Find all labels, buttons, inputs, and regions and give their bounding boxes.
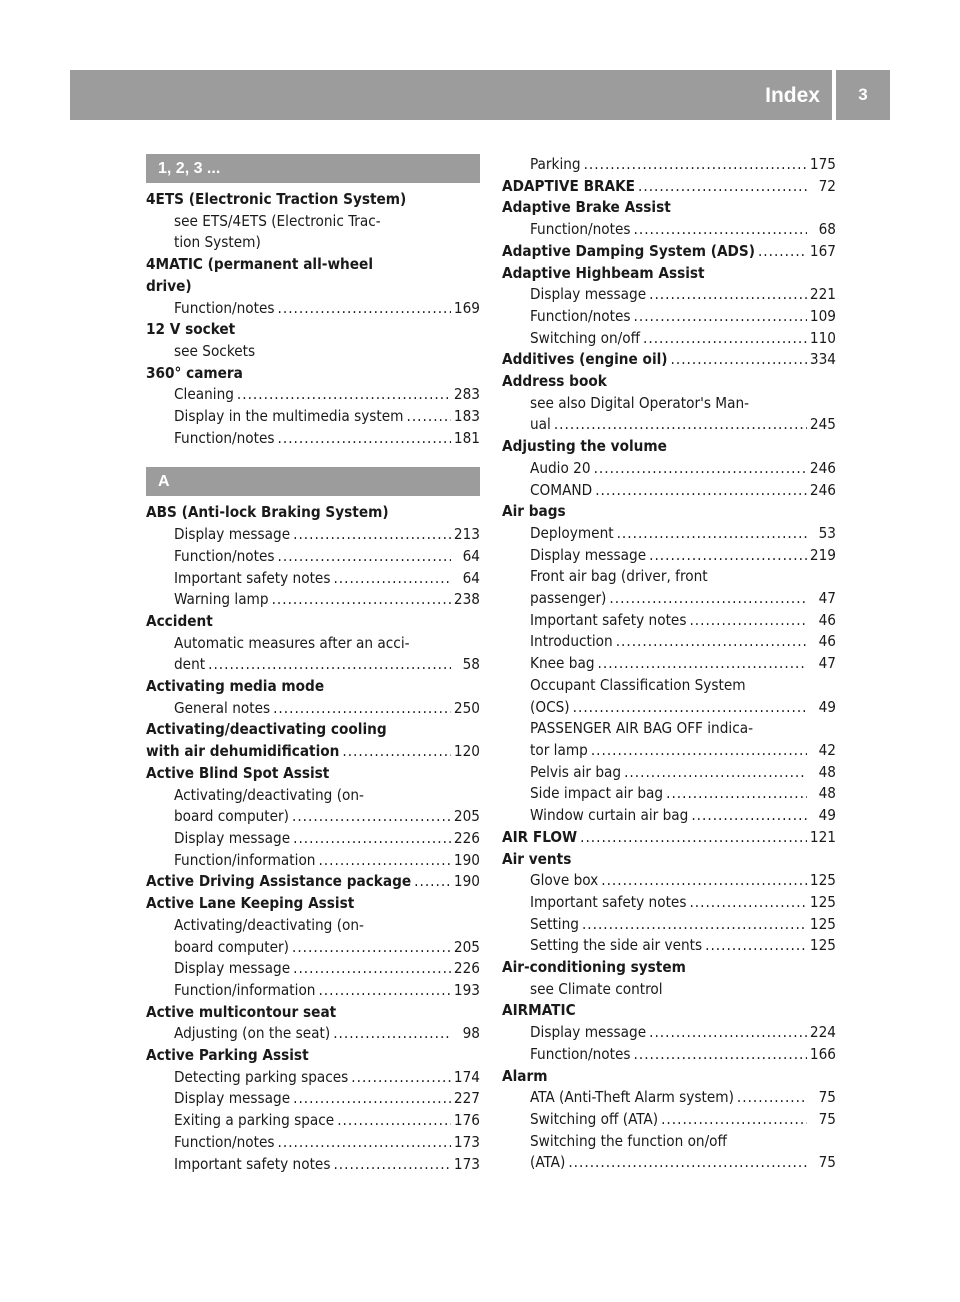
index-column-left: [146, 154, 480, 1175]
page-ref[interactable]: 46: [818, 632, 836, 651]
page-ref[interactable]: 205: [453, 807, 480, 826]
index-entry: [502, 371, 836, 393]
dot-leader: [333, 1023, 451, 1045]
section-heading: A: [146, 467, 480, 496]
page-ref[interactable]: 48: [818, 762, 836, 781]
entry-text: Active Blind Spot Assist: [146, 763, 330, 782]
dot-leader: [598, 653, 807, 675]
dot-leader: [272, 589, 451, 611]
index-subentry[interactable]: [502, 892, 836, 914]
index-subentry[interactable]: [502, 653, 836, 675]
page-ref[interactable]: 125: [809, 914, 836, 933]
index-column-right: [502, 154, 836, 1174]
entry-text: Active Parking Assist: [146, 1046, 309, 1065]
index-subentry[interactable]: [502, 458, 836, 480]
index-subentry: [502, 979, 836, 1001]
entry-text: 4MATIC (permanent all-wheel: [146, 255, 374, 274]
page-ref[interactable]: 246: [809, 480, 836, 499]
dot-leader: [278, 1132, 451, 1154]
entry-text: Display message: [530, 545, 647, 564]
page-ref[interactable]: 175: [809, 155, 836, 173]
page-ref[interactable]: 64: [462, 568, 480, 587]
page-ref[interactable]: 42: [818, 740, 836, 759]
index-subentry[interactable]: [502, 675, 836, 718]
dot-leader: [594, 458, 807, 480]
index-subentry[interactable]: [146, 850, 480, 872]
dot-leader: [293, 958, 451, 980]
index-subentry[interactable]: [146, 1023, 480, 1045]
entry-text: 360° camera: [146, 363, 243, 382]
dot-leader: [634, 219, 807, 241]
entry-text: Display message: [530, 285, 647, 304]
entry-text: ual: [530, 415, 551, 434]
dot-leader: [318, 850, 450, 872]
dot-leader: [273, 698, 451, 720]
page-ref[interactable]: 190: [453, 872, 480, 891]
dot-leader: [634, 1044, 807, 1066]
index-subentry[interactable]: [146, 298, 480, 320]
dot-leader: [595, 480, 807, 502]
entry-text: 4ETS (Electronic Traction System): [146, 190, 407, 208]
entry-text: Display message: [174, 525, 291, 544]
dot-leader: [554, 414, 807, 436]
index-entry: [146, 254, 480, 297]
index-subentry[interactable]: [502, 393, 836, 436]
page-ref[interactable]: 49: [818, 806, 836, 825]
entry-text: see also Digital Operator's Man-: [530, 393, 750, 412]
dot-leader: [634, 306, 807, 328]
entry-text: Display message: [174, 828, 291, 847]
entry-text: Function/notes: [174, 428, 275, 447]
index-subentry[interactable]: [146, 1154, 480, 1176]
index-subentry[interactable]: [146, 828, 480, 850]
index-subentry[interactable]: [146, 1132, 480, 1154]
index-entry[interactable]: [502, 241, 836, 263]
page-ref[interactable]: 238: [453, 590, 480, 609]
entry-text: ATA (Anti-Theft Alarm system): [530, 1088, 734, 1107]
page-ref[interactable]: 227: [453, 1089, 480, 1108]
entry-text: Function/information: [174, 980, 316, 999]
index-subentry[interactable]: [502, 870, 836, 892]
entry-text: Adaptive Damping System (ADS): [502, 241, 755, 260]
entry-text: PASSENGER AIR BAG OFF indica-: [530, 719, 754, 738]
index-subentry[interactable]: [502, 306, 836, 328]
entry-text: see Climate control: [530, 979, 663, 998]
index-entry[interactable]: [146, 871, 480, 893]
entry-text: Deployment: [530, 523, 614, 542]
entry-text: Function/notes: [530, 306, 631, 325]
index-entry: [146, 1045, 480, 1067]
index-entry: [146, 1002, 480, 1024]
entry-text: Pelvis air bag: [530, 762, 622, 781]
index-entry: [502, 957, 836, 979]
dot-leader: [609, 588, 807, 610]
index-entry: [146, 319, 480, 341]
index-subentry[interactable]: [502, 219, 836, 241]
dot-leader: [293, 1088, 451, 1110]
dot-leader: [351, 1067, 451, 1089]
entry-text: Additives (engine oil): [502, 350, 668, 369]
entry-text: board computer): [174, 937, 289, 956]
entry-text: Function/information: [174, 850, 316, 869]
entry-text: COMAND: [530, 480, 593, 499]
dot-leader: [617, 523, 807, 545]
index-subentry[interactable]: [502, 631, 836, 653]
dot-leader: [278, 546, 451, 568]
dot-leader: [342, 741, 451, 763]
entry-text: Automatic measures after an acci-: [174, 633, 410, 652]
index-subentry[interactable]: [502, 1131, 836, 1174]
page-ref[interactable]: 246: [809, 458, 836, 477]
index-entry[interactable]: [502, 176, 836, 198]
index-subentry[interactable]: [146, 406, 480, 428]
page-ref[interactable]: 46: [818, 610, 836, 629]
dot-leader: [337, 1110, 451, 1132]
dot-leader: [758, 241, 807, 263]
index-entry: [146, 611, 480, 633]
entry-text: drive): [146, 276, 192, 295]
index-subentry[interactable]: [146, 1110, 480, 1132]
entry-text: Display in the multimedia system: [174, 407, 404, 426]
entry-text: Knee bag: [530, 654, 595, 673]
entry-text: Air vents: [502, 849, 572, 868]
page-ref[interactable]: 226: [453, 828, 480, 847]
entry-text: Activating/deactivating (on-: [174, 915, 364, 934]
entry-text: General notes: [174, 698, 271, 717]
index-entry: [502, 1000, 836, 1022]
entry-text: Active Driving Assistance package: [146, 872, 412, 891]
page-ref[interactable]: 110: [809, 328, 836, 347]
page-ref[interactable]: 47: [818, 654, 836, 673]
index-subentry[interactable]: [146, 589, 480, 611]
page-ref[interactable]: 219: [809, 545, 836, 564]
entry-text: passenger): [530, 589, 607, 608]
page-ref[interactable]: 173: [453, 1132, 480, 1151]
dot-leader: [580, 827, 807, 849]
index-subentry[interactable]: [146, 384, 480, 406]
page-ref[interactable]: 75: [818, 1109, 836, 1128]
page-ref[interactable]: 125: [809, 936, 836, 955]
entry-text: Address book: [502, 372, 607, 391]
entry-text: Switching the function on/off: [530, 1131, 727, 1150]
index-subentry[interactable]: [502, 762, 836, 784]
section-heading: 1, 2, 3 ...: [146, 154, 480, 183]
entry-text: Audio 20: [530, 458, 591, 477]
entry-text: Parking: [530, 155, 581, 173]
index-entry: [146, 363, 480, 385]
dot-leader: [649, 1022, 807, 1044]
dot-leader: [671, 349, 807, 371]
page-ref[interactable]: 190: [453, 850, 480, 869]
entry-text: Display message: [174, 959, 291, 978]
entry-text: AIR FLOW: [502, 827, 578, 846]
page-ref[interactable]: 334: [809, 350, 836, 369]
index-entry[interactable]: [502, 827, 836, 849]
dot-leader: [649, 545, 807, 567]
entry-text: Function/notes: [530, 220, 631, 239]
page-ref[interactable]: 75: [818, 1088, 836, 1107]
dot-leader: [666, 783, 807, 805]
page-ref[interactable]: 121: [809, 827, 836, 846]
entry-text: Adjusting (on the seat): [174, 1024, 331, 1043]
entry-text: Important safety notes: [530, 610, 687, 629]
dot-leader: [689, 892, 806, 914]
index-entry: [146, 893, 480, 915]
dot-leader: [649, 284, 807, 306]
dot-leader: [638, 176, 807, 198]
dot-leader: [601, 870, 807, 892]
entry-text: see Sockets: [174, 341, 256, 360]
entry-text: tor lamp: [530, 740, 588, 759]
entry-text: Adaptive Highbeam Assist: [502, 263, 705, 282]
index-entry: [146, 502, 480, 524]
dot-leader: [407, 406, 451, 428]
index-subentry[interactable]: [502, 480, 836, 502]
page-ref[interactable]: 174: [453, 1067, 480, 1086]
page-ref[interactable]: 193: [453, 980, 480, 999]
page-ref[interactable]: 72: [818, 176, 836, 195]
index-subentry[interactable]: [502, 783, 836, 805]
entry-text: Side impact air bag: [530, 784, 664, 803]
entry-text: Function/notes: [174, 546, 275, 565]
header-title: Index: [765, 84, 820, 107]
page-ref[interactable]: 221: [809, 285, 836, 304]
dot-leader: [616, 631, 807, 653]
index-entry: [502, 263, 836, 285]
index-subentry[interactable]: [502, 1022, 836, 1044]
index-entry[interactable]: [146, 719, 480, 762]
entry-text: Detecting parking spaces: [174, 1067, 349, 1086]
dot-leader: [584, 154, 807, 176]
dot-leader: [643, 328, 807, 350]
index-subentry[interactable]: [146, 546, 480, 568]
index-subentry[interactable]: [502, 805, 836, 827]
entry-text: Setting: [530, 914, 579, 933]
dot-leader: [278, 428, 451, 450]
section-gap: [146, 449, 480, 467]
entry-text: 12 V socket: [146, 320, 236, 339]
page-ref[interactable]: 120: [453, 742, 480, 761]
entry-text: ABS (Anti-lock Braking System): [146, 503, 389, 522]
dot-leader: [318, 980, 450, 1002]
page-ref[interactable]: 53: [818, 523, 836, 542]
index-entry: [502, 436, 836, 458]
dot-leader: [237, 384, 451, 406]
entry-text: Window curtain air bag: [530, 806, 689, 825]
dot-leader: [573, 697, 807, 719]
page-ref[interactable]: 47: [818, 589, 836, 608]
index-subentry[interactable]: [146, 1088, 480, 1110]
entry-text: AIRMATIC: [502, 1001, 576, 1020]
entry-text: Important safety notes: [174, 1154, 331, 1173]
page-ref[interactable]: 49: [818, 697, 836, 716]
entry-text: Active multicontour seat: [146, 1002, 337, 1021]
index-subentry[interactable]: [502, 523, 836, 545]
entry-text: Warning lamp: [174, 590, 269, 609]
page-ref[interactable]: 167: [809, 241, 836, 260]
page-ref[interactable]: 224: [809, 1023, 836, 1042]
page-ref[interactable]: 245: [809, 415, 836, 434]
index-subentry[interactable]: [146, 568, 480, 590]
dot-leader: [661, 1109, 807, 1131]
entry-text: Function/notes: [174, 298, 275, 317]
dot-leader: [624, 762, 807, 784]
entry-text: Accident: [146, 611, 213, 630]
index-entry[interactable]: [502, 349, 836, 371]
page-ref[interactable]: 58: [462, 655, 480, 674]
index-entry: [146, 676, 480, 698]
entry-text: Front air bag (driver, front: [530, 567, 708, 586]
dot-leader: [292, 937, 451, 959]
entry-text: Activating/deactivating (on-: [174, 785, 364, 804]
entry-text: Function/notes: [174, 1132, 275, 1151]
entry-text: Activating/deactivating cooling: [146, 720, 387, 739]
entry-text: Exiting a parking space: [174, 1111, 335, 1130]
entry-text: Switching on/off: [530, 328, 641, 347]
dot-leader: [333, 568, 451, 590]
entry-text: Air bags: [502, 502, 566, 521]
entry-text: Important safety notes: [530, 892, 687, 911]
entry-text: Air-conditioning system: [502, 958, 686, 977]
entry-text: (OCS): [530, 697, 570, 716]
dot-leader: [689, 610, 807, 632]
entry-text: Activating media mode: [146, 677, 325, 696]
page-ref[interactable]: 169: [453, 298, 480, 317]
entry-text: see ETS/4ETS (Electronic Trac-: [174, 211, 381, 230]
dot-leader: [691, 805, 807, 827]
index-subentry[interactable]: [502, 566, 836, 609]
dot-leader: [705, 935, 807, 957]
index-entry: [502, 197, 836, 219]
entry-text: Adaptive Brake Assist: [502, 198, 671, 217]
entry-text: tion System): [174, 233, 261, 252]
page-ref[interactable]: 48: [818, 784, 836, 803]
page-number: 3: [836, 70, 890, 120]
index-subentry[interactable]: [502, 914, 836, 936]
index-entry: [146, 189, 480, 211]
index-subentry[interactable]: [502, 284, 836, 306]
index-subentry[interactable]: [502, 610, 836, 632]
entry-text: Function/notes: [530, 1044, 631, 1063]
index-subentry[interactable]: [502, 328, 836, 350]
page-ref[interactable]: 283: [453, 385, 480, 404]
index-subentry[interactable]: [502, 545, 836, 567]
dot-leader: [568, 1152, 807, 1174]
index-entry: [502, 849, 836, 871]
page-ref[interactable]: 64: [462, 546, 480, 565]
page-ref[interactable]: 205: [453, 937, 480, 956]
index-entry: [146, 763, 480, 785]
page-ref[interactable]: 213: [453, 525, 480, 544]
entry-text: Switching off (ATA): [530, 1109, 659, 1128]
index-subentry[interactable]: [502, 1087, 836, 1109]
page-ref[interactable]: 109: [809, 306, 836, 325]
dot-leader: [737, 1087, 807, 1109]
entry-text: board computer): [174, 807, 289, 826]
entry-text: (ATA): [530, 1153, 566, 1172]
entry-text: Display message: [530, 1023, 647, 1042]
index-subentry[interactable]: [146, 428, 480, 450]
dot-leader: [293, 524, 451, 546]
index-subentry[interactable]: [146, 785, 480, 828]
entry-text: Introduction: [530, 632, 613, 651]
dot-leader: [333, 1154, 450, 1176]
entry-text: Alarm: [502, 1066, 548, 1085]
entry-text: dent: [174, 655, 206, 674]
index-subentry[interactable]: [146, 633, 480, 676]
entry-text: Setting the side air vents: [530, 936, 703, 955]
index-subentry[interactable]: [502, 1109, 836, 1131]
index-entry: [502, 1066, 836, 1088]
entry-text: Important safety notes: [174, 568, 331, 587]
entry-text: ADAPTIVE BRAKE: [502, 176, 636, 195]
entry-text: Active Lane Keeping Assist: [146, 894, 355, 913]
dot-leader: [293, 828, 451, 850]
page-ref[interactable]: 125: [809, 871, 836, 890]
index-subentry[interactable]: [146, 958, 480, 980]
index-subentry[interactable]: [146, 524, 480, 546]
page-header: [70, 70, 832, 120]
index-subentry[interactable]: [502, 1044, 836, 1066]
page-ref[interactable]: 98: [462, 1024, 480, 1043]
index-subentry: [146, 341, 480, 363]
entry-text: Cleaning: [174, 385, 234, 404]
entry-text: Occupant Classification System: [530, 675, 746, 694]
page-ref[interactable]: 166: [809, 1044, 836, 1063]
index-subentry[interactable]: [146, 1067, 480, 1089]
index-subentry[interactable]: [146, 980, 480, 1002]
entry-text: Glove box: [530, 871, 599, 890]
index-subentry[interactable]: [146, 915, 480, 958]
page-ref[interactable]: 183: [453, 407, 480, 426]
entry-text: with air dehumidification: [146, 742, 340, 761]
page-ref[interactable]: 250: [453, 698, 480, 717]
index-subentry: [146, 211, 480, 254]
entry-text: Adjusting the volume: [502, 437, 667, 456]
dot-leader: [591, 740, 807, 762]
page-ref[interactable]: 125: [809, 892, 836, 911]
page-ref[interactable]: 176: [453, 1111, 480, 1130]
page-ref[interactable]: 75: [818, 1153, 836, 1172]
dot-leader: [414, 871, 451, 893]
page-ref[interactable]: 68: [818, 220, 836, 239]
dot-leader: [208, 654, 451, 676]
dot-leader: [582, 914, 807, 936]
entry-text: Display message: [174, 1089, 291, 1108]
page-ref[interactable]: 173: [453, 1154, 480, 1173]
index-subentry[interactable]: [502, 154, 836, 176]
page-ref[interactable]: 226: [453, 959, 480, 978]
index-subentry[interactable]: [502, 935, 836, 957]
index-entry: [502, 501, 836, 523]
page-ref[interactable]: 181: [453, 428, 480, 447]
index-subentry[interactable]: [146, 698, 480, 720]
dot-leader: [292, 806, 451, 828]
index-subentry[interactable]: [502, 718, 836, 761]
dot-leader: [278, 298, 451, 320]
